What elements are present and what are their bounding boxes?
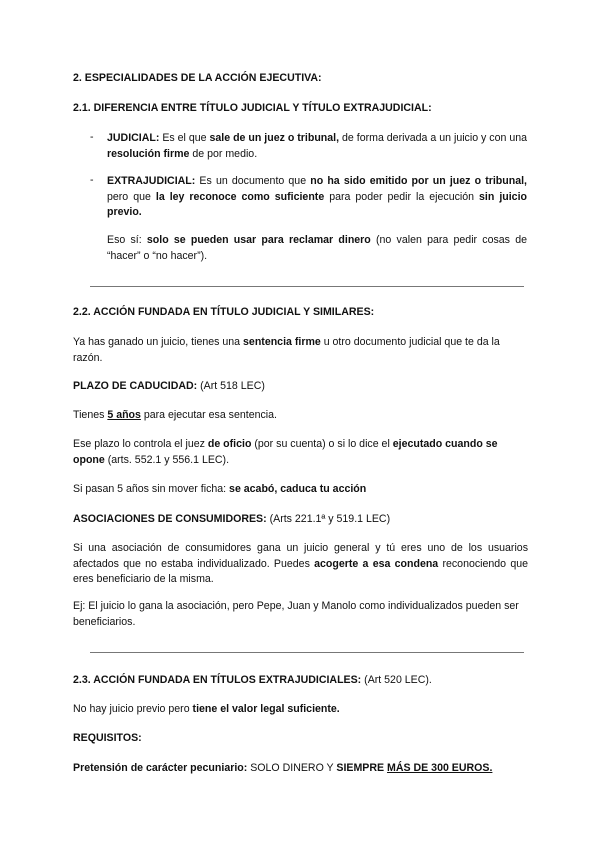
section-divider (90, 286, 524, 287)
requisitos-heading: REQUISITOS: (73, 732, 142, 744)
bullet-dash: - (90, 174, 94, 186)
extrajudicial-paragraph: EXTRAJUDICIAL: Es un documento que no ha sido emitido por un juez o tribunal, pero que la ley reconoce como suficiente para poder pedir la ejecución sin juicio previo. (107, 175, 527, 218)
asociacion-paragraph: Si una asociación de consumidores gana un juicio general y tú eres uno de los usuarios afectados que no estaba individualizado. Puedes acogerte a esa condena reconociendo que eres beneficiario de la misma. (73, 542, 529, 585)
asociaciones-heading: ASOCIACIONES DE CONSUMIDORES: (Arts 221.1ª y 519.1 LEC) (73, 513, 391, 525)
plazo-caducidad-heading: PLAZO DE CADUCIDAD: (Art 518 LEC) (73, 380, 265, 392)
tienes-5-anos-paragraph: Tienes 5 años para ejecutar esa sentencia. (73, 409, 277, 421)
intro-paragraph: Ya has ganado un juicio, tienes una sentencia firme u otro documento judicial que te da la razón. (73, 336, 500, 364)
judicial-paragraph: JUDICIAL: Es el que sale de un juez o tribunal, de forma derivada a un juicio y con una resolución firme de por medio. (107, 132, 528, 160)
example-paragraph: Ej: El juicio lo gana la asociación, pero Pepe, Juan y Manolo como individualizados pueden ser beneficiarios. (73, 600, 519, 628)
judicial-term: JUDICIAL: (107, 132, 160, 144)
caducidad-paragraph: Si pasan 5 años sin mover ficha: se acabó, caduca tu acción (73, 483, 367, 495)
section-2-3-title: 2.3. ACCIÓN FUNDADA EN TÍTULOS EXTRAJUDICIALES: (Art 520 LEC). (73, 674, 432, 686)
pretension-paragraph: Pretensión de carácter pecuniario: SOLO DINERO Y SIEMPRE MÁS DE 300 EUROS. (73, 762, 493, 774)
extrajudicial-term: EXTRAJUDICIAL: (107, 175, 196, 187)
section-2-1-title: 2.1. DIFERENCIA ENTRE TÍTULO JUDICIAL Y TÍTULO EXTRAJUDICIAL: (73, 102, 432, 114)
control-plazo-paragraph: Ese plazo lo controla el juez de oficio (por su cuenta) o si lo dice el ejecutado cuando se opone (arts. 552.1 y 556.1 LEC). (73, 438, 498, 466)
section-2-2-title: 2.2. ACCIÓN FUNDADA EN TÍTULO JUDICIAL Y SIMILARES: (73, 306, 375, 318)
no-hay-juicio-paragraph: No hay juicio previo pero tiene el valor legal suficiente. (73, 703, 340, 715)
section-divider (90, 652, 524, 653)
section-2-title: 2. ESPECIALIDADES DE LA ACCIÓN EJECUTIVA: (73, 72, 322, 84)
eso-si-paragraph: Eso sí: solo se pueden usar para reclamar dinero (no valen para pedir cosas de “hacer” o “no hacer”). (107, 234, 527, 262)
bullet-dash: - (90, 131, 94, 143)
